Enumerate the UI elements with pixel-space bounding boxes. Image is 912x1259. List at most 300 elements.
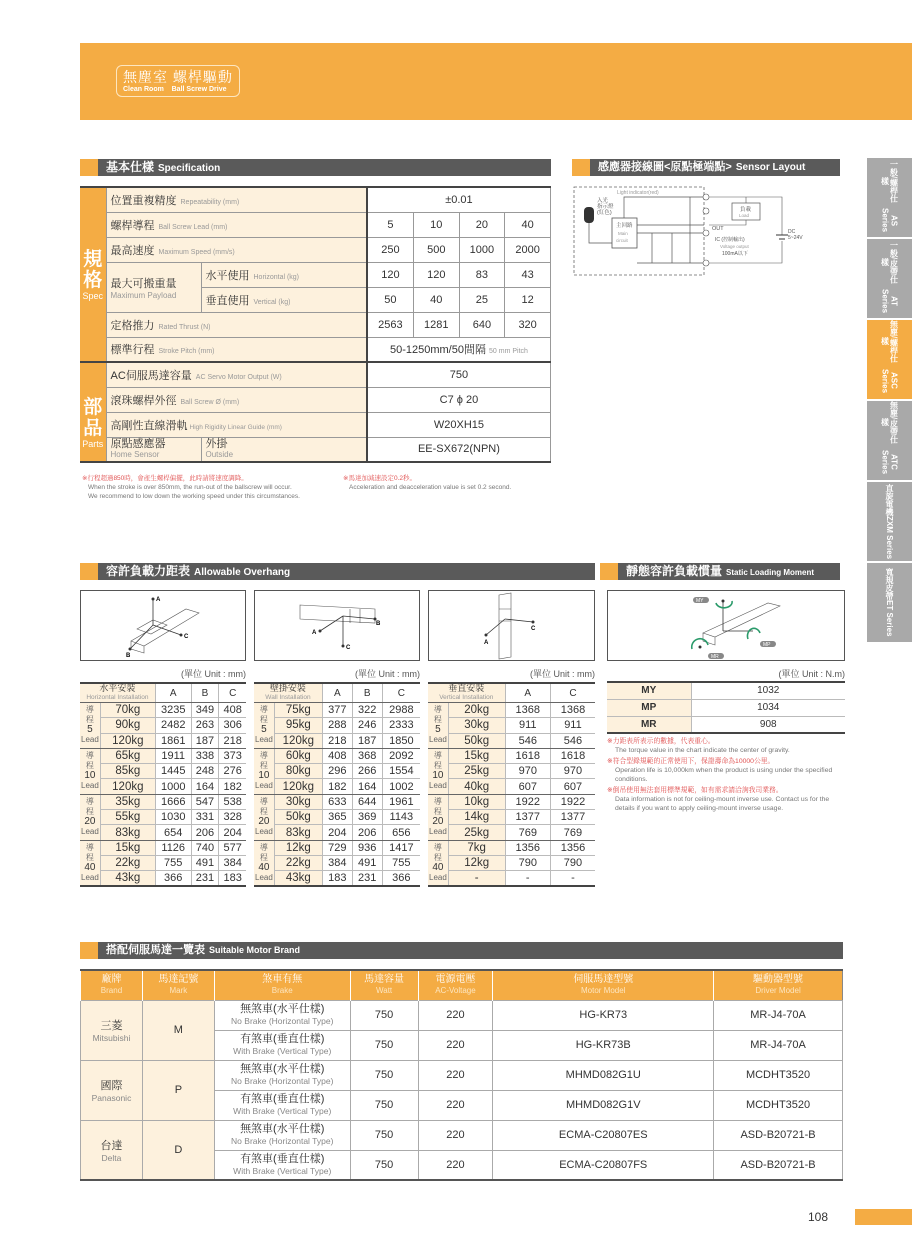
load-cell: 120kg [100, 779, 155, 794]
brake-en: No Brake (Horizontal Type) [231, 1136, 334, 1146]
overhang-row [254, 779, 420, 794]
value-payload-h: 43 [505, 262, 551, 287]
value-cell: 338 [191, 748, 219, 763]
lead-label [80, 840, 100, 886]
value-cell: 644 [352, 794, 382, 809]
led-icon [584, 207, 594, 223]
static-moment-notes [607, 737, 847, 813]
value-cell: 373 [219, 748, 246, 763]
value-cell: 246 [352, 718, 382, 733]
value-cell: 1618 [550, 748, 595, 763]
side-tab-cn: 無塵/皮帶仕樣 [880, 401, 899, 444]
spec-group-label [80, 187, 106, 362]
static-heading-cn: 靜態容許負載慣量 [626, 564, 723, 578]
value-cell: 790 [550, 855, 595, 870]
value-cell: 607 [505, 779, 550, 794]
load-cell: 65kg [100, 748, 155, 763]
driver-cell: ASD-B20721-B [714, 1120, 843, 1150]
col-header: A [155, 683, 191, 703]
load-cell: 10kg [448, 794, 505, 809]
value-cell: 1445 [155, 764, 191, 779]
lead-en: Lead [255, 781, 273, 791]
motor-brand-section-header [80, 942, 843, 959]
header-en: Mark [169, 986, 188, 996]
load-cell: 14kg [448, 810, 505, 825]
moment-row [607, 716, 845, 733]
side-tab-en: AS Series [880, 208, 899, 233]
spec-group-en: Spec [82, 290, 103, 301]
install-title [254, 683, 322, 703]
load-cell: 85kg [100, 764, 155, 779]
load-cell: 70kg [100, 703, 155, 718]
overhang-row [428, 779, 595, 794]
side-tab-en: ZXM Series [885, 515, 894, 560]
brand-en: Panasonic [91, 1093, 132, 1103]
value-cell: 607 [550, 779, 595, 794]
driver-cell: ASD-B20721-B [714, 1150, 843, 1180]
side-tab[interactable] [867, 158, 912, 238]
header-en: Motor Model [581, 986, 626, 996]
header-cn: 馬達容量 [364, 974, 405, 986]
load-cell: 120kg [100, 733, 155, 748]
value-cell: 1850 [382, 733, 420, 748]
value-cell: 206 [191, 825, 219, 840]
moment-key: MR [607, 716, 691, 733]
label-payload-horizontal [201, 262, 367, 287]
load-cell: 75kg [274, 703, 322, 718]
value-cell: 538 [219, 794, 246, 809]
watt-cell: 750 [350, 1060, 418, 1090]
watt-cell: 750 [350, 1000, 418, 1030]
overhang-row [254, 810, 420, 825]
value-speed: 1000 [459, 237, 505, 262]
page-number-bar [855, 1209, 912, 1225]
value-cell: 740 [191, 840, 219, 855]
axis-a-label: A [156, 597, 161, 603]
side-tab[interactable] [867, 320, 912, 400]
brake-cell [214, 1000, 350, 1030]
label-en: Maximum Payload [110, 290, 177, 300]
side-tab-cn: 一般/皮帶仕樣 [880, 240, 899, 284]
install-title-en: Wall Installation [265, 694, 311, 701]
sensor-section-header [572, 159, 840, 176]
volt-cell: 220 [418, 1060, 493, 1090]
dc-range-label: 5~24V [788, 235, 803, 241]
note-en: When the stroke is over 850mm, the run-out of the ballscrew will occur. [88, 484, 292, 491]
column-header [350, 970, 418, 1000]
load-cell: 40kg [448, 779, 505, 794]
lead-label [428, 840, 448, 886]
label-payload [106, 262, 201, 312]
main-circuit-en2: circuit [616, 238, 628, 243]
value-cell: 547 [191, 794, 219, 809]
overhang-table [254, 682, 420, 887]
moment-row [607, 682, 845, 699]
value-cell: 1861 [155, 733, 191, 748]
value-cell: 654 [155, 825, 191, 840]
motor-cell: HG-KR73B [493, 1030, 714, 1060]
lead-label [80, 748, 100, 794]
install-title-cn: 水平安裝 [99, 683, 136, 693]
load-cell: 25kg [448, 764, 505, 779]
overhang-row [80, 733, 246, 748]
motor-heading-cn: 搭配伺服馬達一覽表 [106, 944, 205, 956]
label-en: Repeatability (mm) [180, 198, 240, 206]
lead-en: Lead [255, 735, 273, 745]
ic-label: IC (控制輸出) [715, 237, 745, 243]
install-title-en: Horizontal Installation [86, 694, 149, 701]
value-cell: 331 [191, 810, 219, 825]
lead-cn: 導程 [259, 842, 268, 862]
value-cell: 231 [191, 871, 219, 886]
column-header [418, 970, 493, 1000]
value-cell: 183 [322, 871, 352, 886]
mark-cell: D [142, 1120, 214, 1180]
value-cell: 577 [219, 840, 246, 855]
load-cell: 30kg [274, 794, 322, 809]
banner-title-cn: 無塵室 螺桿驅動 [123, 69, 233, 85]
brake-cn: 無煞車(水平仕樣) [240, 1123, 325, 1135]
label-thrust [106, 312, 367, 337]
label-cn: 位置重複精度 [110, 194, 177, 207]
label-cn: 螺桿導程 [110, 219, 155, 232]
overhang-row [80, 794, 246, 809]
label-en: Ball Screw Lead (mm) [158, 223, 228, 231]
spec-group-cn2: 格 [83, 269, 103, 291]
load-cell: 25kg [448, 825, 505, 840]
overhang-row [428, 733, 595, 748]
brake-cn: 有煞車(垂直仕樣) [240, 1033, 325, 1045]
value-cell: 911 [505, 718, 550, 733]
mark-cell: M [142, 1000, 214, 1060]
label-payload-vertical [201, 287, 367, 312]
indicator-cn3: (紅色) [597, 210, 612, 216]
label-cn: 滾珠螺桿外徑 [110, 394, 177, 407]
value-lead-5: 5 [367, 212, 414, 237]
value-cell: 369 [352, 810, 382, 825]
overhang-header-row [428, 683, 595, 703]
col-header: A [505, 683, 550, 703]
volt-cell: 220 [418, 1120, 493, 1150]
lead-value: 20 [84, 816, 96, 828]
label-cn: 水平使用 [205, 269, 250, 282]
load-cell: 50kg [274, 810, 322, 825]
brand-cell [81, 1060, 143, 1120]
col-header: B [191, 683, 219, 703]
value-payload-v: 40 [413, 287, 459, 312]
note-cn: ※行程超過850時，會產生螺桿偏擺，此時請將速度調降。 [82, 475, 248, 482]
value-cell: 1368 [550, 703, 595, 718]
mp-rotation-icon [747, 628, 760, 639]
value-cell: 1143 [382, 810, 420, 825]
side-tab[interactable] [867, 401, 912, 481]
value-cell: 1356 [550, 840, 595, 855]
value-cell: 164 [191, 779, 219, 794]
value-cell: 288 [322, 718, 352, 733]
side-tab-cn: 寬規皮帶 [885, 568, 894, 601]
value-cell: 349 [191, 703, 219, 718]
value-cell: 377 [322, 703, 352, 718]
load-cell: 120kg [274, 733, 322, 748]
load-cell: 22kg [274, 855, 322, 870]
value-cell: 231 [352, 871, 382, 886]
label-cn: 定格推力 [110, 319, 155, 332]
side-tab[interactable] [867, 482, 912, 562]
overhang-row [254, 840, 420, 855]
side-tab-cn: 一般/螺桿仕樣 [880, 159, 899, 202]
brake-cell [214, 1150, 350, 1180]
value-sensor: EE-SX672(NPN) [367, 437, 551, 462]
load-cell: 15kg [100, 840, 155, 855]
spec-section-header [80, 159, 551, 176]
value-cell: 368 [352, 748, 382, 763]
install-title-en: Vertical Installation [439, 694, 494, 701]
overhang-row [80, 855, 246, 870]
load-cell: 15kg [448, 748, 505, 763]
value-cell: 970 [505, 764, 550, 779]
value-lead-10: 10 [413, 212, 459, 237]
lead-cn: 導程 [433, 842, 442, 862]
load-cn: 負載 [740, 207, 752, 213]
value-cell: 546 [550, 733, 595, 748]
motor-cell: HG-KR73 [493, 1000, 714, 1030]
overhang-row [80, 779, 246, 794]
header-cn: 馬達記號 [158, 974, 199, 986]
lead-en: Lead [429, 827, 447, 837]
side-tab[interactable] [867, 239, 912, 319]
overhang-row [254, 871, 420, 886]
label-motor [106, 362, 367, 387]
value-cell: 182 [219, 779, 246, 794]
value-cell: 1922 [505, 794, 550, 809]
indicator-cn1: 入光 [597, 198, 609, 204]
note-en: Data information is not for ceiling-mount inverse use. Contact us for the details if you want to apply ceiling-mount inverse usage. [615, 796, 830, 812]
spec-row-repeatability [80, 187, 551, 212]
label-en: Maximum Speed (mm/s) [158, 248, 235, 256]
watt-cell: 750 [350, 1150, 418, 1180]
value-cell: 306 [219, 718, 246, 733]
lead-en: Lead [81, 781, 99, 791]
axis-b-label: B [376, 621, 381, 627]
label-cn: 最大可搬重量 [110, 277, 177, 290]
lead-cn: 導程 [85, 842, 94, 862]
value-cell: 384 [322, 855, 352, 870]
header-cn: 電源電壓 [435, 974, 476, 986]
value-cell: - [505, 871, 550, 886]
lead-value: 20 [432, 816, 444, 828]
moment-key: MY [607, 682, 691, 699]
label-sensor-type [201, 437, 367, 462]
label-en: Ball Screw Ø (mm) [180, 398, 240, 406]
load-cell: 43kg [274, 871, 322, 886]
overhang-row [254, 764, 420, 779]
spec-row-lead [80, 212, 551, 237]
load-cell: 12kg [448, 855, 505, 870]
lead-value: 10 [258, 770, 270, 782]
unit-label: (單位 Unit : mm) [181, 669, 246, 679]
overhang-table [80, 682, 246, 887]
value-cell: 408 [219, 703, 246, 718]
label-en: AC Servo Motor Output (W) [195, 373, 282, 381]
overhang-row [428, 764, 595, 779]
volt-cell: 220 [418, 1030, 493, 1060]
load-en: Load [739, 213, 750, 218]
light-indicator-label: Light indicator(red) [617, 190, 659, 196]
overhang-row [428, 810, 595, 825]
axis-c-label: C [346, 645, 351, 651]
overhang-row [428, 871, 595, 886]
value-cell: 1126 [155, 840, 191, 855]
label-lead [106, 212, 367, 237]
value-cell: - [550, 871, 595, 886]
motor-brand-table [80, 969, 843, 1181]
note-cn: ※馬達加減速設定0.2秒。 [343, 475, 416, 482]
overhang-row [428, 748, 595, 763]
moment-value: 1034 [691, 699, 845, 716]
value-cell: 266 [352, 764, 382, 779]
overhang-row [80, 810, 246, 825]
label-cn: 最高速度 [110, 244, 155, 257]
parts-group-cn1: 部 [83, 397, 103, 418]
lead-cn: 導程 [259, 751, 268, 771]
note-cn: ※符合型錄規範的正常使用下，保證壽命為10000公里。 [607, 758, 775, 765]
header-en: Driver Model [755, 986, 801, 996]
value-payload-v: 12 [505, 287, 551, 312]
dc-label: DC [788, 229, 796, 235]
load-cell: 83kg [100, 825, 155, 840]
driver-cell: MR-J4-70A [714, 1030, 843, 1060]
header-en: AC-Voltage [435, 986, 476, 996]
value-cell: 218 [219, 733, 246, 748]
value-cell: 491 [352, 855, 382, 870]
volt-cell: 220 [418, 1150, 493, 1180]
col-header: C [382, 683, 420, 703]
value-payload-h: 120 [413, 262, 459, 287]
brake-cn: 有煞車(垂直仕樣) [240, 1093, 325, 1105]
lead-value: 5 [435, 724, 441, 736]
col-header: C [550, 683, 595, 703]
lead-label [428, 748, 448, 794]
brake-cell [214, 1060, 350, 1090]
parts-group-en: Parts [82, 439, 104, 449]
value-cell: 2092 [382, 748, 420, 763]
lead-cn: 導程 [259, 797, 268, 817]
overhang-row [80, 764, 246, 779]
install-title-cn: 垂直安裝 [448, 683, 485, 693]
lead-cn: 導程 [433, 797, 442, 817]
lead-en: Lead [255, 827, 273, 837]
sensor-heading-en: Sensor Layout [735, 162, 806, 173]
lead-value: 40 [432, 861, 444, 873]
overhang-row [254, 748, 420, 763]
value-thrust: 2563 [367, 312, 414, 337]
note-en: The torque value in the chart indicate the center of gravity. [615, 747, 790, 754]
value-cell: 1911 [155, 748, 191, 763]
note-en: Operation life is 10,000km when the product is using under the specified conditions. [615, 767, 833, 783]
overhang-row [254, 703, 420, 718]
value-cell: 365 [322, 810, 352, 825]
watt-cell: 750 [350, 1120, 418, 1150]
value-cell: 2482 [155, 718, 191, 733]
static-moment-table [607, 681, 845, 734]
load-cell: 95kg [274, 718, 322, 733]
mp-label: MP [763, 642, 771, 648]
lead-en: Lead [429, 872, 447, 882]
moment-key: MP [607, 699, 691, 716]
spec-row-stroke [80, 337, 551, 362]
axis-a-label: A [312, 630, 317, 636]
overhang-table [428, 682, 595, 887]
my-label: MY [696, 598, 704, 604]
side-tab-en: ET Series [885, 600, 894, 637]
value-screw: C7 ϕ 20 [367, 387, 551, 412]
value-cell: 769 [505, 825, 550, 840]
spec-row-speed [80, 237, 551, 262]
motor-cell: ECMA-C20807FS [493, 1150, 714, 1180]
lead-cn: 導程 [85, 751, 94, 771]
col-header: B [352, 683, 382, 703]
volt-cell: 220 [418, 1090, 493, 1120]
value-stroke-en: 50 mm Pitch [489, 348, 528, 356]
overhang-row [80, 748, 246, 763]
brand-en: Delta [101, 1152, 122, 1163]
value-cell: 656 [382, 825, 420, 840]
axis-b-label: B [126, 653, 131, 659]
label-en: Outside [205, 450, 234, 460]
side-tab[interactable] [867, 563, 912, 643]
value-lead-40: 40 [505, 212, 551, 237]
label-sensor [106, 437, 201, 462]
load-cell: 83kg [274, 825, 322, 840]
driver-cell: MCDHT3520 [714, 1060, 843, 1090]
spec-note-2 [343, 474, 553, 492]
note-en: Acceleration and deacceleration value is set 0.2 second. [349, 484, 512, 491]
axis-c-label: C [184, 634, 189, 640]
side-tab-cn: 無塵/螺桿仕樣 [880, 320, 899, 363]
value-cell: 1417 [382, 840, 420, 855]
value-cell: 263 [191, 718, 219, 733]
lead-value: 40 [84, 861, 96, 873]
current-label: 100mA以下 [722, 251, 748, 257]
page-banner [80, 43, 912, 120]
value-speed: 500 [413, 237, 459, 262]
value-cell: 2333 [382, 718, 420, 733]
value-motor: 750 [367, 362, 551, 387]
motor-cell: ECMA-C20807ES [493, 1120, 714, 1150]
brake-en: With Brake (Vertical Type) [233, 1046, 332, 1056]
horizontal-install-diagram [80, 590, 246, 661]
overhang-row [428, 855, 595, 870]
driver-cell: MR-J4-70A [714, 1000, 843, 1030]
brake-en: No Brake (Horizontal Type) [231, 1076, 334, 1086]
unit-label: (單位 Unit : mm) [530, 669, 595, 679]
overhang-header-row [254, 683, 420, 703]
main-circuit-cn: 主回路 [616, 223, 633, 229]
spec-note-1 [82, 474, 342, 501]
lead-label [254, 840, 274, 886]
header-en: Watt [375, 986, 393, 996]
overhang-row [254, 855, 420, 870]
lead-en: Lead [255, 872, 273, 882]
value-cell: 1030 [155, 810, 191, 825]
indicator-cn2: 指示燈 [597, 204, 614, 210]
column-header [142, 970, 214, 1000]
value-cell: 769 [550, 825, 595, 840]
label-cn: 標準行程 [110, 344, 155, 357]
note-cn: ※倒吊使用無法套用標準規範，如有需求請洽詢我司業務。 [607, 787, 783, 794]
load-cell: 7kg [448, 840, 505, 855]
motor-cell: MHMD082G1U [493, 1060, 714, 1090]
